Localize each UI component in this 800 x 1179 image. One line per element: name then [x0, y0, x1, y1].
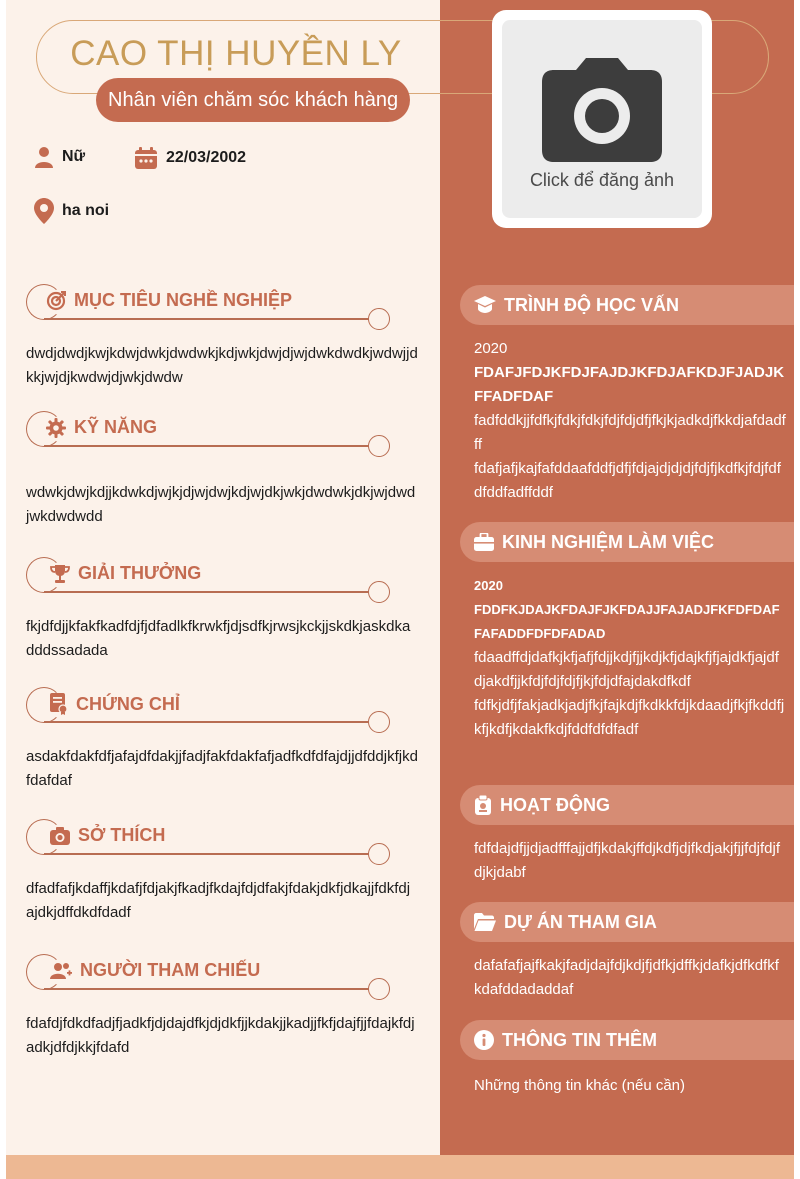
references-title: NGƯỜI THAM CHIẾU — [80, 960, 261, 980]
section-dot — [368, 978, 390, 1000]
section-dot — [368, 581, 390, 603]
education-heading[interactable] — [474, 285, 679, 325]
camera-icon — [540, 56, 664, 164]
education-content[interactable] — [474, 337, 786, 505]
references-heading[interactable] — [50, 960, 260, 981]
briefcase-icon — [474, 533, 494, 551]
extra-title: THÔNG TIN THÊM — [502, 1029, 657, 1050]
education-detail: fadfddkjjfdfkjfdkjfdkjfdjfdjdfjfkjkjadkdjfkkdjafdadfff — [474, 412, 786, 453]
badge-icon — [474, 795, 492, 815]
address-field[interactable] — [34, 198, 109, 224]
awards-heading[interactable] — [50, 563, 201, 584]
skills-content[interactable]: wdwkjdwjkdjjkdwkdjwjkjdjwjdwjkdjwjdkjwkjdwdwkjdkjwjdwdjwkdwdwdd — [26, 484, 416, 525]
activities-title: HOẠT ĐỘNG — [500, 794, 610, 815]
education-school: FDAFJFDJKFDJFAJDJKFDJAFKDJFJADJKFFADFDAF — [474, 364, 785, 405]
hobbies-title: SỞ THÍCH — [78, 825, 166, 845]
gender-field[interactable] — [34, 146, 85, 168]
awards-title: GIẢI THƯỞNG — [78, 563, 202, 583]
education-detail: fdafjafjkajfafddaafddfjdfjfdjajdjdjdjfdjfjkdfkjfdjfdfdfddfadffddf — [474, 460, 781, 501]
extra-content[interactable]: Những thông tin khác (nếu cần) — [474, 1077, 686, 1094]
gender-value: Nữ — [62, 148, 86, 165]
section-line — [44, 591, 378, 593]
hobbies-heading[interactable] — [50, 825, 165, 846]
footer-bar — [6, 1155, 794, 1179]
experience-content[interactable] — [474, 574, 786, 742]
objective-title: MỤC TIÊU NGHỀ NGHIỆP — [74, 290, 293, 310]
experience-detail: fdaadffdjdafkjkfjafjfdjjkdjfjjkdjkfjdajkfjfjajdkfjajdfdjakdfjjkfdjfdjfdjfjkjfdjdfajdakdfkdf — [474, 649, 779, 690]
experience-company: FDDFKJDAJKFDAJFJKFDAJJFAJADJFKFDFDAFFAFADDFDFDFADAD — [474, 602, 780, 641]
folder-icon — [474, 913, 496, 931]
cv-page — [6, 0, 794, 1179]
birthdate-field[interactable] — [134, 146, 246, 170]
references-content[interactable]: fdafdjfdkdfadjfjadkfjdjdajdfkjdjdkfjjkdakjjkadjjfkfjdajfjjfdajkfdjadkjdfdjkkjfdafd — [26, 1015, 415, 1056]
section-line — [44, 853, 378, 855]
section-line — [44, 988, 378, 990]
graduation-cap-icon — [474, 295, 496, 315]
hobbies-content[interactable]: dfadfafjkdaffjkdafjfdjakjfkadjfkdajfdjdfakjfdakjdkfjdkajjfdkfdjajdkjdffdkdfdadf — [26, 880, 411, 921]
projects-heading[interactable] — [474, 902, 657, 942]
section-dot — [368, 308, 390, 330]
activities-heading[interactable] — [474, 785, 610, 825]
projects-title: DỰ ÁN THAM GIA — [504, 911, 657, 932]
section-line — [44, 445, 378, 447]
job-title[interactable]: Nhân viên chăm sóc khách hàng — [96, 78, 410, 122]
certificates-content[interactable]: asdakfdakfdfjafajdfdakjjfadjfakfdakfafjadfkdfdfajdjjdfddjkfjkdfdafdaf — [26, 748, 418, 789]
objective-heading[interactable] — [46, 290, 292, 311]
users-icon — [50, 962, 72, 980]
activities-content[interactable]: fdfdajdfjjdjadfffajjdfjkdakjffdjkdfjdjfkdjakjfjjfdjfdjfdjkjdabf — [474, 840, 781, 881]
candidate-name[interactable]: CAO THỊ HUYỀN LY — [70, 34, 402, 73]
certificates-title: CHỨNG CHỈ — [76, 693, 180, 714]
gear-icon — [46, 418, 66, 438]
awards-content[interactable]: fkjdfdjjkfakfkadfdjfjdfadlkfkrwkfjdjsdfkjrwsjkckjjskdkjaskdkadddssadada — [26, 618, 411, 659]
address-value: ha noi — [62, 202, 110, 219]
projects-content[interactable]: dafafafjajfkakjfadjdajfdjkdjfjdfkjdffkjdafkjdfkdfkfkdafddadaddaf — [474, 957, 779, 998]
avatar-placeholder[interactable] — [502, 20, 702, 218]
trophy-icon — [50, 564, 70, 584]
skills-heading[interactable] — [46, 417, 157, 438]
objective-content[interactable]: dwdjdwdjkwjkdwjdwkjdwdwkjkdjwkjdwjdjwjdwkdwdkjwdwjjdkkjwjdjkwdwjdjwkjdwdw — [26, 345, 418, 386]
section-dot — [368, 435, 390, 457]
avatar-upload[interactable] — [492, 10, 712, 228]
section-line — [44, 318, 378, 320]
experience-detail: fdfkjdfjfakjadkjadjfkjfajkdjfkdkkfdjkdaadjfkjfkddfjkfjkdfjkdakfkdjfddfdfdfadf — [474, 697, 785, 738]
certificate-icon — [50, 693, 68, 715]
section-line — [44, 721, 378, 723]
experience-title: KINH NGHIỆM LÀM VIỆC — [502, 531, 715, 552]
education-title: TRÌNH ĐỘ HỌC VẤN — [504, 294, 679, 315]
camera-small-icon — [50, 827, 70, 845]
info-icon — [474, 1030, 494, 1050]
certificates-heading[interactable] — [50, 693, 180, 715]
skills-title: KỸ NĂNG — [74, 417, 158, 437]
calendar-icon — [134, 146, 158, 170]
education-year: 2020 — [474, 340, 508, 357]
section-dot — [368, 711, 390, 733]
birthdate-value: 22/03/2002 — [166, 149, 247, 166]
experience-heading[interactable] — [474, 522, 714, 562]
location-pin-icon — [34, 198, 54, 224]
person-icon — [34, 146, 54, 168]
target-icon — [46, 291, 66, 311]
extra-heading[interactable] — [474, 1020, 657, 1060]
experience-year: 2020 — [474, 578, 503, 593]
avatar-upload-label: Click để đăng ảnh — [529, 170, 675, 190]
section-dot — [368, 843, 390, 865]
